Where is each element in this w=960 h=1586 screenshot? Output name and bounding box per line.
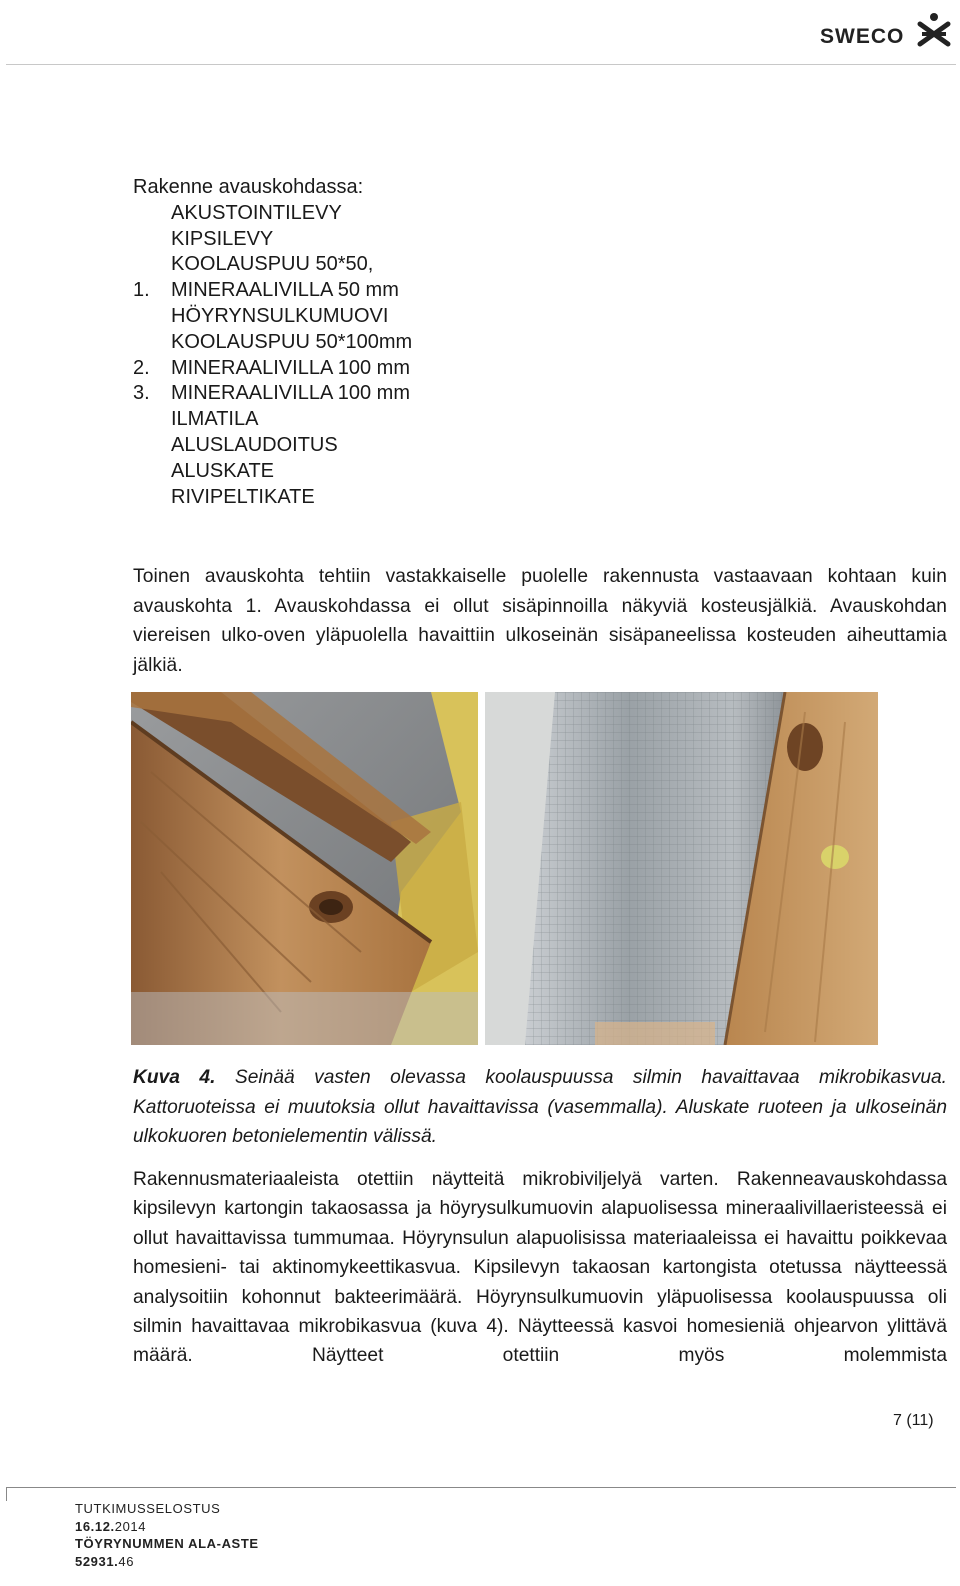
- header-divider: [6, 64, 956, 65]
- page-number: 7 (11): [893, 1412, 934, 1429]
- body-paragraph-2: Rakennusmateriaaleista otettiin näytteitä mikrobiviljelyä varten. Rakenneavauskohdassa kipsilevyn kartongin takaosassa ja höyrysulkumuovin alapuolisessa mineraalivillaeristeessä ei ollut havaittavissa tummumaa. Höyrynsulun alapuolisissa materiaaleissa ei havaittu poikkevaa homesieni- tai aktinomykeettikasvua. Kipsilevyn takaosan kartongista otetussa näytteessä analysoitiin kohonnut bakteerimäärä. Höyrynsulkumuovin yläpuolisessa koolauspuussa oli silmin havaittavaa mikrobikasvua (kuva 4). Näytteessä kasvoi homesieniä ohjearvon ylittävä määrä. Näytteet otettiin myös molemmista: [133, 1169, 947, 1367]
- sweco-logo: [820, 10, 952, 54]
- footer-doc-type: TUTKIMUSSELOSTUS: [75, 1501, 221, 1516]
- footer-divider-tick: [6, 1487, 7, 1501]
- structure-layer: ILMATILA: [171, 408, 259, 431]
- caption-text: Seinää vasten olevassa koolauspuussa silmin havaittavaa mikrobikasvua. Kattoruoteissa ei muutoksia ollut havaittavissa (vasemmalla). Aluskate ruoteen ja ulkoseinän ulkokuoren betonielementin välissä.: [133, 1067, 947, 1147]
- structure-layer: KOOLAUSPUU 50*50,: [171, 253, 374, 276]
- logo-wordmark: SWECO: [820, 25, 905, 48]
- footer: [75, 1500, 259, 1570]
- structure-layer: 2. MINERAALIVILLA 100 mm: [133, 356, 410, 379]
- body-paragraph-1: Toinen avauskohta tehtiin vastakkaiselle puolelle rakennusta vastaavaan kohtaan kuin avauskohta 1. Avauskohdassa ei ollut sisäpinnoilla näkyviä kosteusjälkiä. Avauskohdan viereisen ulko-oven yläpuolella havaittiin ulkoseinän sisäpaneelissa kosteuden aiheuttamia jälkiä.: [133, 566, 947, 676]
- photo-wall-batten: [485, 692, 878, 1045]
- photo-roof-batten: [131, 692, 478, 1045]
- footer-project-number: 52931.46: [75, 1553, 135, 1569]
- structure-layer: AKUSTOINTILEVY: [171, 201, 342, 224]
- sweco-symbol-icon: [916, 10, 952, 50]
- structure-list: [133, 175, 412, 510]
- structure-heading: Rakenne avauskohdassa:: [133, 176, 364, 198]
- structure-layer: RIVIPELTIKATE: [171, 485, 315, 508]
- structure-layer: 1. MINERAALIVILLA 50 mm: [133, 279, 399, 302]
- figure-caption: [133, 1063, 947, 1152]
- structure-layer: ALUSLAUDOITUS: [171, 433, 338, 456]
- structure-layer: ALUSKATE: [171, 459, 274, 482]
- footer-project: TÖYRYNUMMEN ALA-ASTE: [75, 1536, 259, 1551]
- structure-layer: 3. MINERAALIVILLA 100 mm: [133, 382, 410, 405]
- footer-date: 16.12.2014: [75, 1518, 147, 1534]
- structure-layer: KIPSILEVY: [171, 227, 274, 250]
- caption-label: Kuva 4.: [133, 1067, 216, 1088]
- footer-divider: [6, 1487, 956, 1488]
- structure-layer: HÖYRYNSULKUMUOVI: [171, 304, 389, 327]
- structure-layer: KOOLAUSPUU 50*100mm: [171, 330, 413, 353]
